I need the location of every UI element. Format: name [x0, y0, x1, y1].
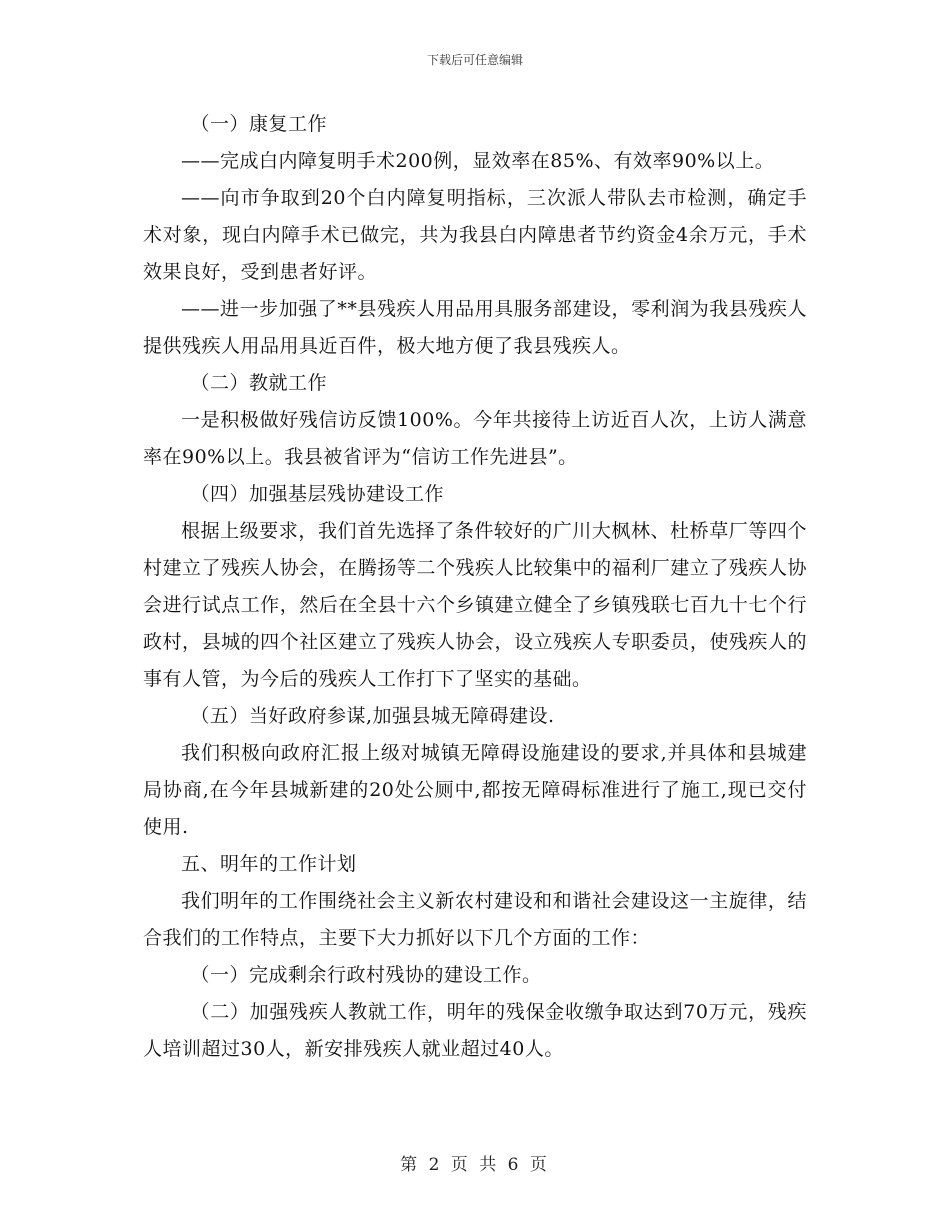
paragraph-grassroots-associations: 根据上级要求，我们首先选择了条件较好的广川大枫林、杜桥草厂等四个村建立了残疾人协会，在腾扬等二个残疾人比较集中的福利厂建立了残疾人协会进行试点工作，然后在全县十六个乡镇建立健全了乡镇残联七百九十七个行政村，县城的四个社区建立了残疾人协会，设立残疾人专职委员，使残疾人的事有人管，为今后的残疾人工作打下了坚实的基础。: [143, 520, 807, 690]
section-heading-next-year-plan: 五、明年的工作计划: [181, 853, 357, 875]
page-header: 下载后可任意编辑: [426, 53, 523, 67]
page-footer: 第 2 页 共 6 页: [400, 1155, 550, 1175]
document-body: [143, 106, 807, 1068]
section-heading-grassroots: （四）加强基层残协建设工作: [190, 483, 445, 505]
paragraph-accessibility-toilets: 我们积极向政府汇报上级对城镇无障碍设施建设的要求,并具体和县城建局协商,在今年县城新建的20处公厕中,都按无障碍标准进行了施工,现已交付使用.: [143, 742, 807, 838]
section-heading-rehabilitation: （一）康复工作: [190, 113, 328, 135]
paragraph-cataract-surgery: ——完成白内障复明手术200例，显效率在85%、有效率90%以上。: [181, 150, 775, 172]
paragraph-plan-intro: 我们明年的工作围绕社会主义新农村建设和和谐社会建设这一主旋律，结合我们的工作特点，主要下大力抓好以下几个方面的工作：: [143, 890, 807, 949]
plan-item-association-building: （一）完成剩余行政村残协的建设工作。: [190, 964, 542, 986]
paragraph-petitions: 一是积极做好残信访反馈100%。今年共接待上访近百人次，上访人满意率在90%以上。我县被省评为“信访工作先进县”。: [143, 409, 807, 468]
plan-item-employment: （二）加强残疾人教就工作，明年的残保金收缴争取达到70万元，残疾人培训超过30人，新安排残疾人就业超过40人。: [143, 1001, 807, 1060]
paragraph-cataract-quota: ——向市争取到20个白内障复明指标，三次派人带队去市检测，确定手术对象，现白内障手术已做完，共为我县白内障患者节约资金4余万元，手术效果良好，受到患者好评。: [143, 187, 807, 283]
paragraph-supplies-service: ——进一步加强了**县残疾人用品用具服务部建设，零利润为我县残疾人提供残疾人用品用具近百件，极大地方便了我县残疾人。: [143, 298, 807, 357]
section-heading-education-employment: （二）教就工作: [190, 372, 328, 394]
section-heading-accessibility: （五）当好政府参谋,加强县城无障碍建设.: [190, 705, 555, 727]
